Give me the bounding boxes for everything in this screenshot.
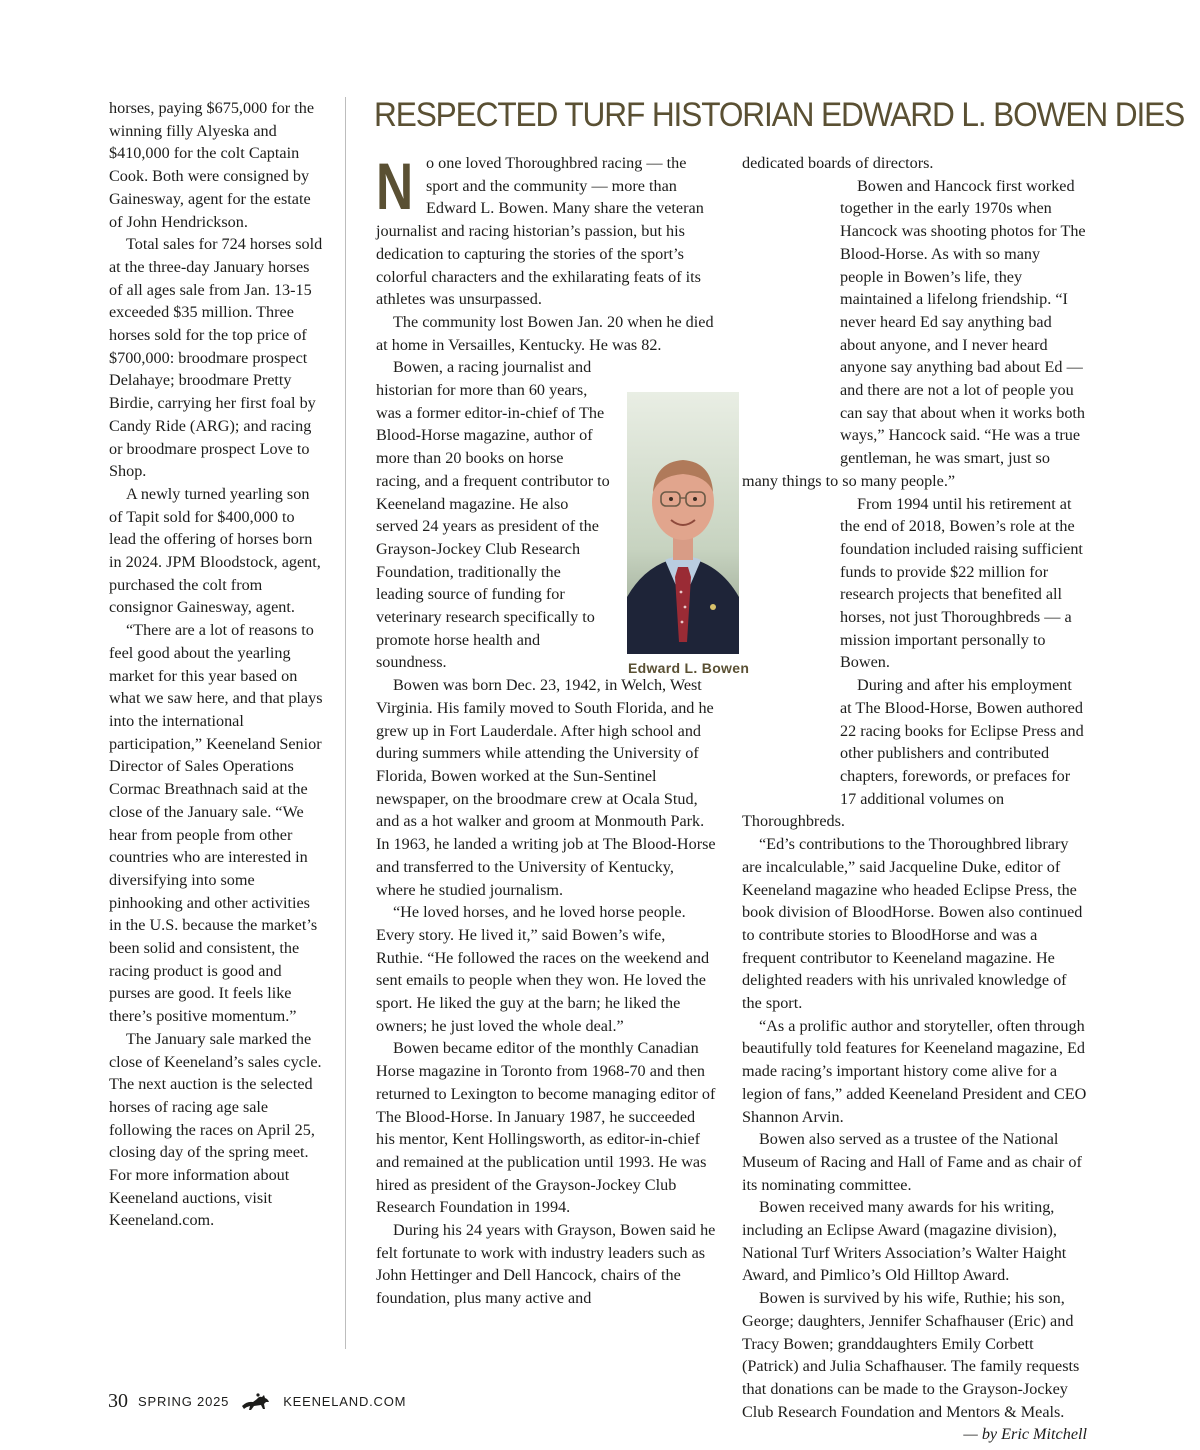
article-paragraph: Bowen and Hancock first worked together in the early 1970s when Hancock was shooting photos for The Blood-Horse. As with so many people in Bowen’s life, they maintained a lifelong friendship. “I never heard Ed say anything bad about anyone, and I never heard anyone say anything bad about Ed — and there are not a lot of people you can say that about when it works both ways,” Hancock said. “He was a true gentleman, he was smart, just so many things to so many people.” (742, 176, 1086, 490)
left-paragraph: Total sales for 724 horses sold at the three-day January horses of all ages sale from Jan. 13-15 exceeded $35 million. Three horses sold for the top price of $700,000: broodmare prospect Delahaye; broodmare Pretty Birdie, carrying her first foal by Candy Ride (ARG); and racing or broodmare prospect Love to Shop. (109, 235, 323, 481)
page-footer (108, 1390, 406, 1413)
article-paragraph: Bowen received many awards for his writing, including an Eclipse Award (magazine division), National Turf Writers Association’s Walter Haight Award, and Pimlico’s Old Hilltop Award. (742, 1198, 1067, 1285)
article-paragraph: Bowen was born Dec. 23, 1942, in Welch, West Virginia. His family moved to South Florida, and he grew up in Fort Lauderdale. After high school and during summers while attending the University of Florida, Bowen worked at the Sun-Sentinel newspaper, on the broodmare crew at Ocala Stud, and as a hot walker and groom at Monmouth Park. In 1963, he landed a writing job at The Blood-Horse and transferred to the University of Kentucky, where he studied journalism. (376, 676, 716, 899)
article-paragraph: The community lost Bowen Jan. 20 when he died at home in Versailles, Kentucky. He was 82. (376, 312, 714, 354)
article-paragraph: “As a prolific author and storyteller, often through beautifully told features for Keeneland magazine, Ed made racing’s important history come alive for a legion of fans,” added Keeneland President and CEO Shannon Arvin. (742, 1016, 1087, 1126)
byline: — by Eric Mitchell (963, 1425, 1087, 1444)
page-number: 30 (108, 1390, 128, 1412)
article-paragraph: Bowen, a racing journalist and historian for more than 60 years, was a former editor-in-chief of The Blood-Horse magazine, author of more than 20 books on horse racing, and a frequent contributor to Keeneland magazine. He also served 24 years as president of the Grayson-Jockey Club Research Foundation, traditionally the leading source of funding for veterinary research specifically to promote horse health and soundness. (376, 356, 716, 674)
article-paragraph: Bowen also served as a trustee of the National Museum of Racing and Hall of Fame and as chair of its nominating committee. (742, 1130, 1082, 1194)
horse-rider-icon (239, 1392, 273, 1412)
article-headline: RESPECTED TURF HISTORIAN EDWARD L. BOWEN DIES (374, 96, 1185, 134)
article-paragraph: During his 24 years with Grayson, Bowen said he felt fortunate to work with industry leaders such as John Hettinger and Dell Hancock, chairs of the foundation, plus many active and (376, 1221, 716, 1308)
site-label: KEENELAND.COM (283, 1394, 407, 1409)
article-paragraph: During and after his employment at The Blood-Horse, Bowen authored 22 racing books for Eclipse Press and other publishers and contributed chapters, forewords, or prefaces for 17 additional volumes on Thoroughbreds. (742, 676, 1084, 831)
photo-wrap-spacer (742, 381, 840, 451)
left-column (109, 97, 324, 1232)
article-paragraph: “He loved horses, and he loved horse people. Every story. He lived it,” said Bowen’s wife, Ruthie. “He followed the races on the weekend and sent emails to people when they won. He loved the sport. He liked the guy at the barn; he liked the owners; he just loved the whole deal.” (376, 903, 710, 1035)
article-paragraph: “Ed’s contributions to the Thoroughbred library are incalculable,” said Jacqueline Duke, editor of Keeneland magazine who headed Eclipse Press, the book division of BloodHorse. Bowen also continued to contribute stories to BloodHorse and was a frequent contributor to Keeneland magazine. He delighted readers with his unrivaled knowledge of the sport. (742, 835, 1083, 1013)
article-paragraph: o one loved Thoroughbred racing — the sport and the community — more than Edward L. Bowen. Many share the veteran journalist and racing historian’s passion, but his dedication to capturing the stories of the sport’s colorful characters and the exhilarating feats of its athletes was unsurpassed. (376, 154, 704, 309)
left-paragraph: The January sale marked the close of Keeneland’s sales cycle. The next auction is the selected horses of racing age sale following the races on April 25, closing day of the spring meet. For more information about Keeneland auctions, visit Keeneland.com. (109, 1029, 322, 1230)
photo-caption: Edward L. Bowen (628, 660, 750, 676)
photo-wrap-spacer (742, 493, 840, 793)
drop-cap: N (376, 149, 414, 223)
portrait-image (627, 392, 739, 654)
article-paragraph: Bowen became editor of the monthly Canadian Horse magazine in Toronto from 1968-70 and then returned to Lexington to become managing editor of The Blood-Horse. In January 1987, he succeeded his mentor, Kent Hollingsworth, as editor-in-chief and remained at the publication until 1993. He was hired as president of the Grayson-Jockey Club Research Foundation in 1994. (376, 1039, 716, 1217)
issue-label: SPRING 2025 (138, 1394, 230, 1409)
column-divider (345, 97, 346, 1349)
left-paragraph: A newly turned yearling son of Tapit sold for $400,000 to lead the offering of horses born in 2024. JPM Bloodstock, agent, purchased the colt from consignor Gainesway, agent. (109, 484, 321, 617)
article-paragraph: dedicated boards of directors. (742, 154, 934, 172)
portrait-photo (627, 392, 739, 654)
left-paragraph: “There are a lot of reasons to feel good about the yearling market for this year based on what we saw here, and that plays into the international participation,” Keeneland Senior Director of Sales Operations Cormac Breathnach said at the close of the January sale. “We hear from people from other countries who are interested in diversifying into some pinhooking and other activities in the U.S. because the market’s been solid and consistent, the racing product is good and purses are good. It feels like there’s positive momentum.” (109, 621, 323, 1026)
article-right-column (742, 152, 1087, 1446)
article-middle-column (376, 149, 716, 1310)
article-paragraph: Bowen is survived by his wife, Ruthie; his son, George; daughters, Jennifer Schafhauser (Eric) and Tracy Bowen; granddaughters Emily Corbett (Patrick) and Julia Schafhauser. The family requests that donations can be made to the Grayson-Jockey Club Research Foundation and Mentors & Meals. — by Eric Mitchell (742, 1287, 1087, 1423)
article-paragraph: From 1994 until his retirement at the end of 2018, Bowen’s role at the foundation included raising sufficient funds to provide $22 million for research projects that benefited all horses, not just Thoroughbreds — a mission important personally to Bowen. (742, 493, 1087, 675)
left-paragraph: horses, paying $675,000 for the winning filly Alyeska and $410,000 for the colt Captain Cook. Both were consigned by Gainesway, agent for the estate of John Hendrickson. (109, 99, 315, 231)
